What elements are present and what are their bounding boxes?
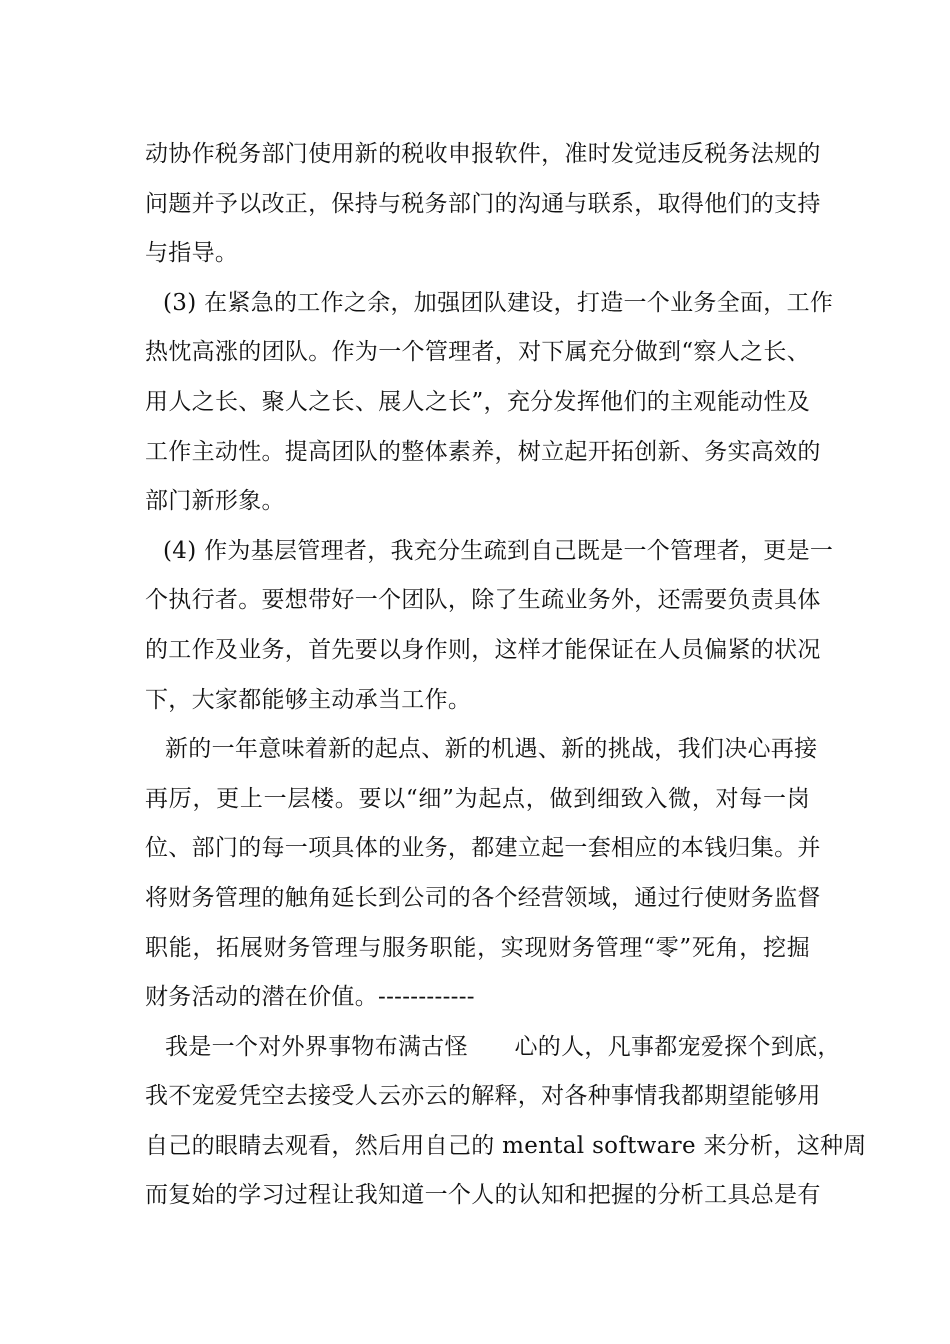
text-line: 个执行者。要想带好一个团队，除了生疏业务外，还需要负责具体	[145, 587, 821, 614]
text-line: 动协作税务部门使用新的税收申报软件，准时发觉违反税务法规的	[145, 141, 821, 167]
text-line: 问题并予以改正，保持与税务部门的沟通与联系，取得他们的支持	[145, 190, 821, 217]
text-line: 热忱高涨的团队。作为一个管理者，对下属充分做到“察人之长、	[145, 339, 810, 366]
text-line: 与指导。	[145, 240, 239, 267]
text-line: 将财务管理的触角延长到公司的各个经营领域，通过行使财务监督	[145, 884, 821, 911]
text-line: 位、部门的每一项具体的业务，都建立起一套相应的本钱归集。并	[145, 835, 821, 862]
paragraph-1	[145, 130, 821, 279]
text-line: 职能，拓展财务管理与服务职能，实现财务管理“零”死角，挖掘	[145, 934, 810, 961]
text-line: 工作主动性。提高团队的整体素养，树立起开拓创新、务实高效的	[145, 438, 821, 465]
text-line: 的工作及业务，首先要以身作则，这样才能保证在人员偏紧的状况	[145, 636, 821, 663]
text-line: 我是一个对外界事物布满古怪 心的人，凡事都宠爱探个到底，	[165, 1033, 841, 1060]
text-line: 部门新形象。	[145, 488, 285, 515]
text-line: 用人之长、聚人之长、展人之长”，充分发挥他们的主观能动性及	[145, 388, 810, 415]
text-line: 新的一年意味着新的起点、新的机遇、新的挑战，我们决心再接	[165, 736, 818, 763]
paragraph-4	[145, 725, 821, 1023]
text-line: 再厉，更上一层楼。要以“细”为起点，做到细致入微，对每一岗	[145, 785, 810, 812]
text-line: (4) 作为基层管理者，我充分生疏到自己既是一个管理者，更是一	[163, 537, 834, 564]
paragraph-2	[145, 279, 834, 527]
text-line: 财务活动的潜在价值。------------	[145, 984, 475, 1011]
text-line: 而复始的学习过程让我知道一个人的认知和把握的分析工具总是有	[145, 1182, 821, 1209]
text-line: 我不宠爱凭空去接受人云亦云的解释，对各种事情我都期望能够用	[145, 1083, 821, 1110]
paragraph-5	[145, 1023, 867, 1221]
text-line: (3) 在紧急的工作之余，加强团队建设，打造一个业务全面，工作	[163, 289, 834, 316]
paragraph-3	[145, 527, 834, 725]
text-line: 下，大家都能够主动承当工作。	[145, 686, 472, 713]
document-body	[145, 130, 867, 1221]
text-line: 自己的眼睛去观看，然后用自己的 mental software 来分析，这种周	[145, 1132, 867, 1159]
